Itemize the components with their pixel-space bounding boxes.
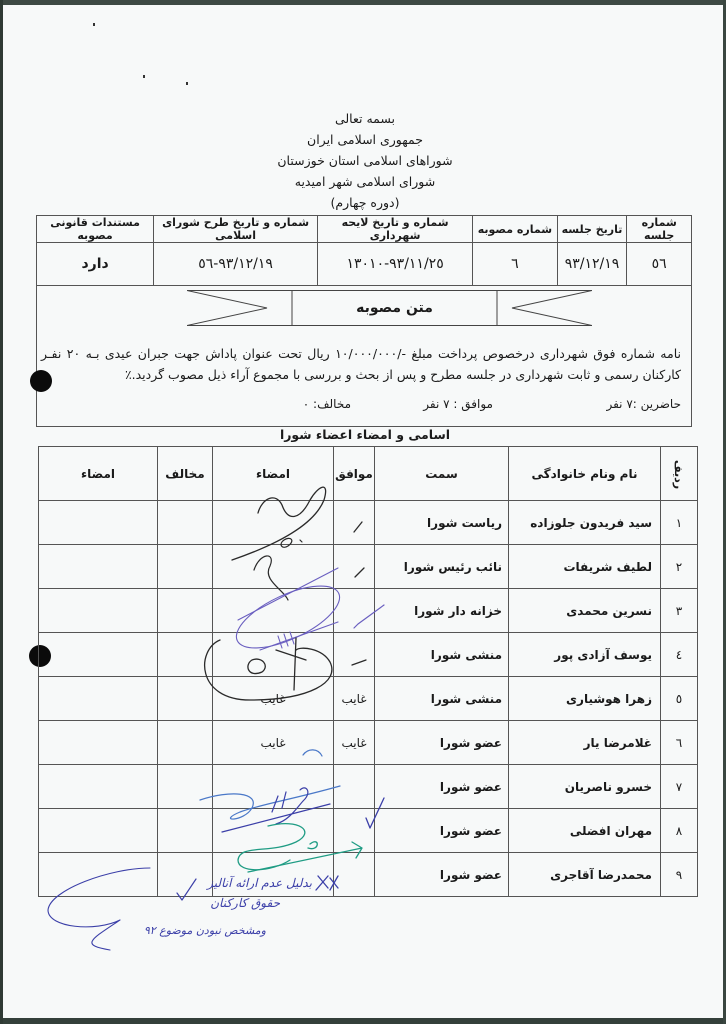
- member-name: خسرو ناصریان: [509, 765, 661, 809]
- oppose-mark: [158, 677, 213, 721]
- members-header-row: [39, 447, 698, 501]
- member-position: عضو شورا: [375, 765, 509, 809]
- oppose-mark: [158, 501, 213, 545]
- member-row: [39, 545, 698, 589]
- info-header-row: [37, 216, 692, 243]
- row-number: ٧: [661, 765, 698, 809]
- agree-signature: غایب: [213, 721, 334, 765]
- agree-signature: [213, 589, 334, 633]
- municipal-bill-ref: ٩٣/١١/٢٥-١٣٠١٠: [317, 243, 472, 286]
- present-count: حاضرین :٧ نفر: [606, 397, 681, 411]
- row-number: ١: [661, 501, 698, 545]
- col-session-date: تاریخ جلسه: [557, 216, 627, 243]
- member-position: عضو شورا: [375, 809, 509, 853]
- row-number: ٨: [661, 809, 698, 853]
- col-oppose: مخالف: [158, 447, 213, 501]
- resolution-banner: [187, 290, 592, 326]
- oppose-signature: [39, 677, 158, 721]
- row-number: ٥: [661, 677, 698, 721]
- agree-mark: [334, 809, 375, 853]
- col-position: سمت: [375, 447, 509, 501]
- resolution-number: ٦: [473, 243, 557, 286]
- member-name: یوسف آزادی پور: [509, 633, 661, 677]
- members-section-title: اسامی و امضاء اعضاء شورا: [279, 427, 451, 442]
- col-legal-basis: مستندات قانونی مصوبه: [37, 216, 154, 243]
- col-agree-signature: امضاء: [213, 447, 334, 501]
- document-header: [200, 108, 530, 213]
- col-resolution-number: شماره مصوبه: [473, 216, 557, 243]
- council-plan-ref: ٩٣/١٢/١٩-٥٦: [154, 243, 318, 286]
- member-position: منشی شورا: [375, 677, 509, 721]
- agree-mark: [334, 765, 375, 809]
- agree-mark: غایب: [334, 721, 375, 765]
- punch-hole: [30, 370, 52, 392]
- oppose-mark: [158, 545, 213, 589]
- header-line-city-council: شورای اسلامی شهر امیدیه: [294, 174, 436, 189]
- row-number: ٢: [661, 545, 698, 589]
- member-position: خزانه دار شورا: [375, 589, 509, 633]
- oppose-mark: [158, 721, 213, 765]
- header-line-term: (دوره چهارم): [330, 195, 400, 210]
- col-oppose-signature: امضاء: [39, 447, 158, 501]
- agree-signature: [213, 633, 334, 677]
- agree-signature: غایب: [213, 677, 334, 721]
- member-position: عضو شورا: [375, 853, 509, 897]
- agree-signature: [213, 765, 334, 809]
- agree-signature: [213, 809, 334, 853]
- header-line-republic: جمهوری اسلامی ایران: [307, 132, 423, 147]
- oppose-mark: [158, 589, 213, 633]
- resolution-text: نامه شماره فوق شهرداری درخصوص پرداخت مبلغ -/١٠/٠٠٠/٠٠٠ ریال تحت عنوان پاداش جهت جبران عیدی بـه ٢٠ نفـر کارکنان رسمی و ثابت شهرداری در جلسه مطرح و پس از بحث و بررسی با مجموع آراء ذیل مصوب گردید.٪: [41, 346, 681, 382]
- agree-mark: [334, 545, 375, 589]
- col-municipal-bill: شماره و تاریخ لایحه شهرداری: [317, 216, 472, 243]
- agree-mark: [334, 853, 375, 897]
- agree-mark: غایب: [334, 677, 375, 721]
- member-row: [39, 721, 698, 765]
- member-name: زهرا هوشیاری: [509, 677, 661, 721]
- col-agree: موافق: [334, 447, 375, 501]
- member-row: [39, 853, 698, 897]
- member-row: [39, 677, 698, 721]
- agree-mark: [334, 589, 375, 633]
- member-row: [39, 633, 698, 677]
- member-name: نسرین محمدی: [509, 589, 661, 633]
- col-full-name: نام ونام خانوادگی: [509, 447, 661, 501]
- vote-summary: [41, 397, 681, 417]
- handwritten-note-line-3: ومشخص نبودن موضوع ۹۲: [143, 924, 266, 937]
- resolution-title: متن مصوبه: [356, 300, 433, 316]
- oppose-signature: [39, 765, 158, 809]
- col-row-number: [661, 447, 698, 501]
- row-number: ٦: [661, 721, 698, 765]
- agree-signature: [213, 545, 334, 589]
- scan-speck: [186, 82, 188, 85]
- members-table: [38, 446, 698, 897]
- scan-speck: [143, 75, 145, 78]
- header-line-province-councils: شوراهای اسلامی استان خوزستان: [277, 153, 453, 168]
- member-position: عضو شورا: [375, 721, 509, 765]
- legal-basis: دارد: [37, 243, 154, 286]
- member-row: [39, 809, 698, 853]
- handwritten-note-line-1: بدلیل عدم ارائه آنالیز: [207, 876, 312, 890]
- member-name: غلامرضا یار: [509, 721, 661, 765]
- oppose-mark: [158, 809, 213, 853]
- oppose-signature: [39, 809, 158, 853]
- col-council-plan: شماره و تاریخ طرح شورای اسلامی: [154, 216, 318, 243]
- row-number: ٩: [661, 853, 698, 897]
- scan-border-left: [0, 0, 3, 1024]
- agree-count: موافق : ٧ نفر: [423, 397, 493, 411]
- oppose-signature: [39, 589, 158, 633]
- member-row: [39, 501, 698, 545]
- oppose-mark: [158, 633, 213, 677]
- agree-mark: [334, 633, 375, 677]
- member-name: مهران افضلی: [509, 809, 661, 853]
- member-name: لطیف شریفات: [509, 545, 661, 589]
- member-position: ریاست شورا: [375, 501, 509, 545]
- col-session-number: شماره جلسه: [627, 216, 692, 243]
- agree-mark: [334, 501, 375, 545]
- oppose-mark: [158, 853, 213, 897]
- header-line-basmala: بسمه تعالی: [334, 111, 396, 126]
- oppose-signature: [39, 853, 158, 897]
- member-position: نائب رئیس شورا: [375, 545, 509, 589]
- oppose-signature: [39, 501, 158, 545]
- row-number: ٣: [661, 589, 698, 633]
- oppose-signature: [39, 721, 158, 765]
- member-name: سید فریدون جلوزاده: [509, 501, 661, 545]
- agree-signature: [213, 501, 334, 545]
- oppose-count: مخالف: ٠: [302, 397, 351, 411]
- row-number: ٤: [661, 633, 698, 677]
- oppose-signature: [39, 545, 158, 589]
- resolution-info-table: [36, 215, 692, 286]
- handwritten-note-line-2: حقوق کارکنان: [210, 896, 280, 910]
- scan-border-bottom: [0, 1018, 726, 1024]
- scan-speck: [93, 23, 95, 26]
- member-row: [39, 765, 698, 809]
- resolution-body: [36, 283, 692, 427]
- oppose-signature: [39, 633, 158, 677]
- session-number: ٥٦: [627, 243, 692, 286]
- session-date: ٩٣/١٢/١٩: [557, 243, 627, 286]
- member-row: [39, 589, 698, 633]
- member-position: منشی شورا: [375, 633, 509, 677]
- member-name: محمدرضا آقاجری: [509, 853, 661, 897]
- col-row-number-label: ردیف: [672, 459, 686, 489]
- oppose-mark: [158, 765, 213, 809]
- scan-border-top: [0, 0, 726, 5]
- info-value-row: [37, 243, 692, 286]
